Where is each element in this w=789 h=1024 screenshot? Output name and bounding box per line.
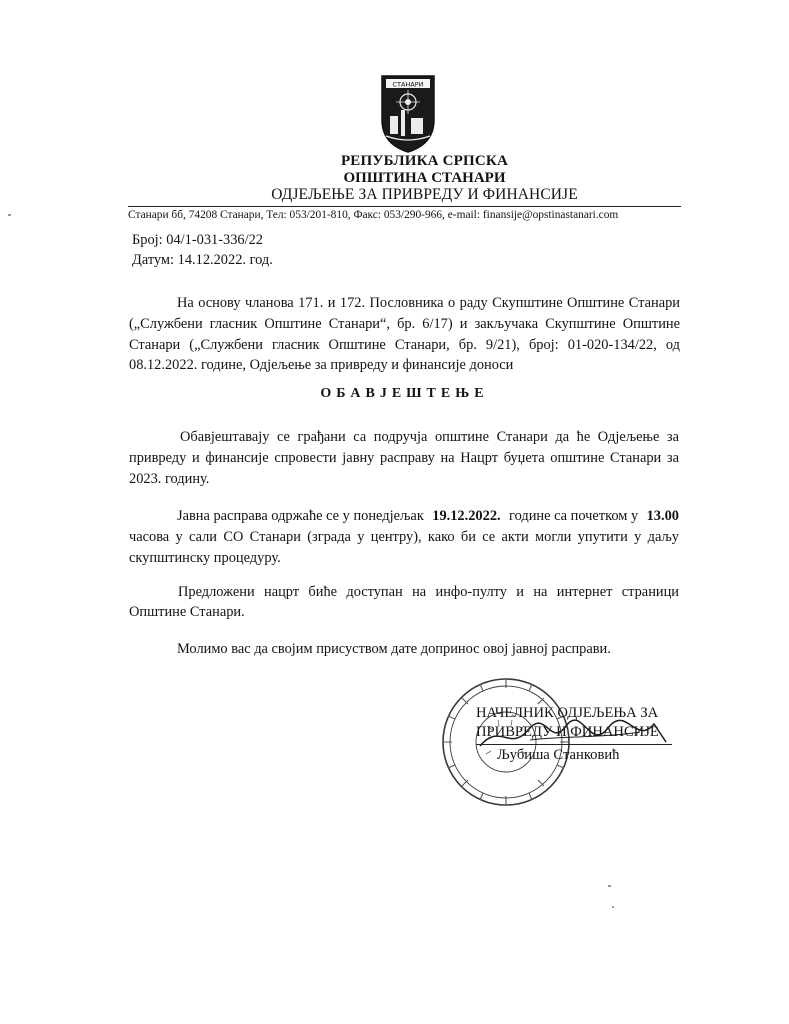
p2-line-2: часова у сали СО Станари (зграда у центру), како би се акти могли упутити у даљу <box>129 529 679 545</box>
signature-underline <box>476 744 672 745</box>
p1-line-1: Обавјештавају се грађани са подручја општине Станари да ће Одјељење за <box>180 429 679 445</box>
signatory-title-line-2: ПРИВРЕДУ И ФИНАНСИЈЕ <box>476 724 659 740</box>
p1-line-2: привреду и финансије спровести јавну расправу на Нацрт буџета општине Станари за <box>129 450 679 466</box>
scan-speck <box>608 885 611 887</box>
municipality-crest-logo <box>378 74 438 154</box>
intro-line-4: 08.12.2022. године, Одјељење за привреду и финансије доноси <box>129 357 514 373</box>
signatory-name: Љубиша Станковић <box>497 747 620 763</box>
svg-text:СТАНАРИ: СТАНАРИ <box>392 80 424 89</box>
p2-date: 19.12.2022. <box>432 508 501 524</box>
scan-speck <box>612 906 614 908</box>
header-department: ОДЈЕЉЕЊЕ ЗА ПРИВРЕДУ И ФИНАНСИЈЕ <box>271 186 578 203</box>
intro-line-1: На основу чланова 171. и 172. Пословника о раду Скупштине Општине Станари <box>177 295 680 311</box>
scan-speck <box>8 214 11 216</box>
p2-line-1 <box>177 508 679 525</box>
document-date: Датум: 14.12.2022. год. <box>132 252 273 268</box>
p2-line-1-text-b: године са почетком у <box>509 508 639 524</box>
header-republic: РЕПУБЛИКА СРПСКА <box>340 153 509 169</box>
p3-line-2: Општине Станари. <box>129 604 245 620</box>
p1-line-3: 2023. годину. <box>129 471 210 487</box>
document-number: Број: 04/1-031-336/22 <box>132 232 263 248</box>
p3-line-1: Предложени нацрт биће доступан на инфо-пулту и на интернет страници <box>178 584 679 600</box>
p2-time: 13.00 <box>646 508 679 524</box>
closing-line: Молимо вас да својим присуством дате допринос овој јавној расправи. <box>177 641 611 657</box>
header-municipality: ОПШТИНА СТАНАРИ <box>343 170 506 186</box>
header-contact-line: Станари бб, 74208 Станари, Тел: 053/201-810, Факс: 053/290-966, e-mail: finansije@opstinastanari.com <box>128 209 619 221</box>
header-divider <box>128 206 681 207</box>
intro-line-3: Станари („Службени гласник Општине Станари, бр. 9/21), број: 01-020-134/22, од <box>129 337 680 353</box>
document-title: ОБАВЈЕШТЕЊЕ <box>320 386 489 401</box>
p2-line-1-text-a: Јавна расправа одржаће се у понедјељак <box>177 508 424 524</box>
p2-line-3: скупштинску процедуру. <box>129 550 281 566</box>
signatory-title-line-1: НАЧЕЛНИК ОДЈЕЉЕЊА ЗА <box>476 705 659 721</box>
intro-line-2: („Службени гласник Општине Станари“, бр. 6/17) и закључака Скупштине Општине <box>129 316 680 332</box>
